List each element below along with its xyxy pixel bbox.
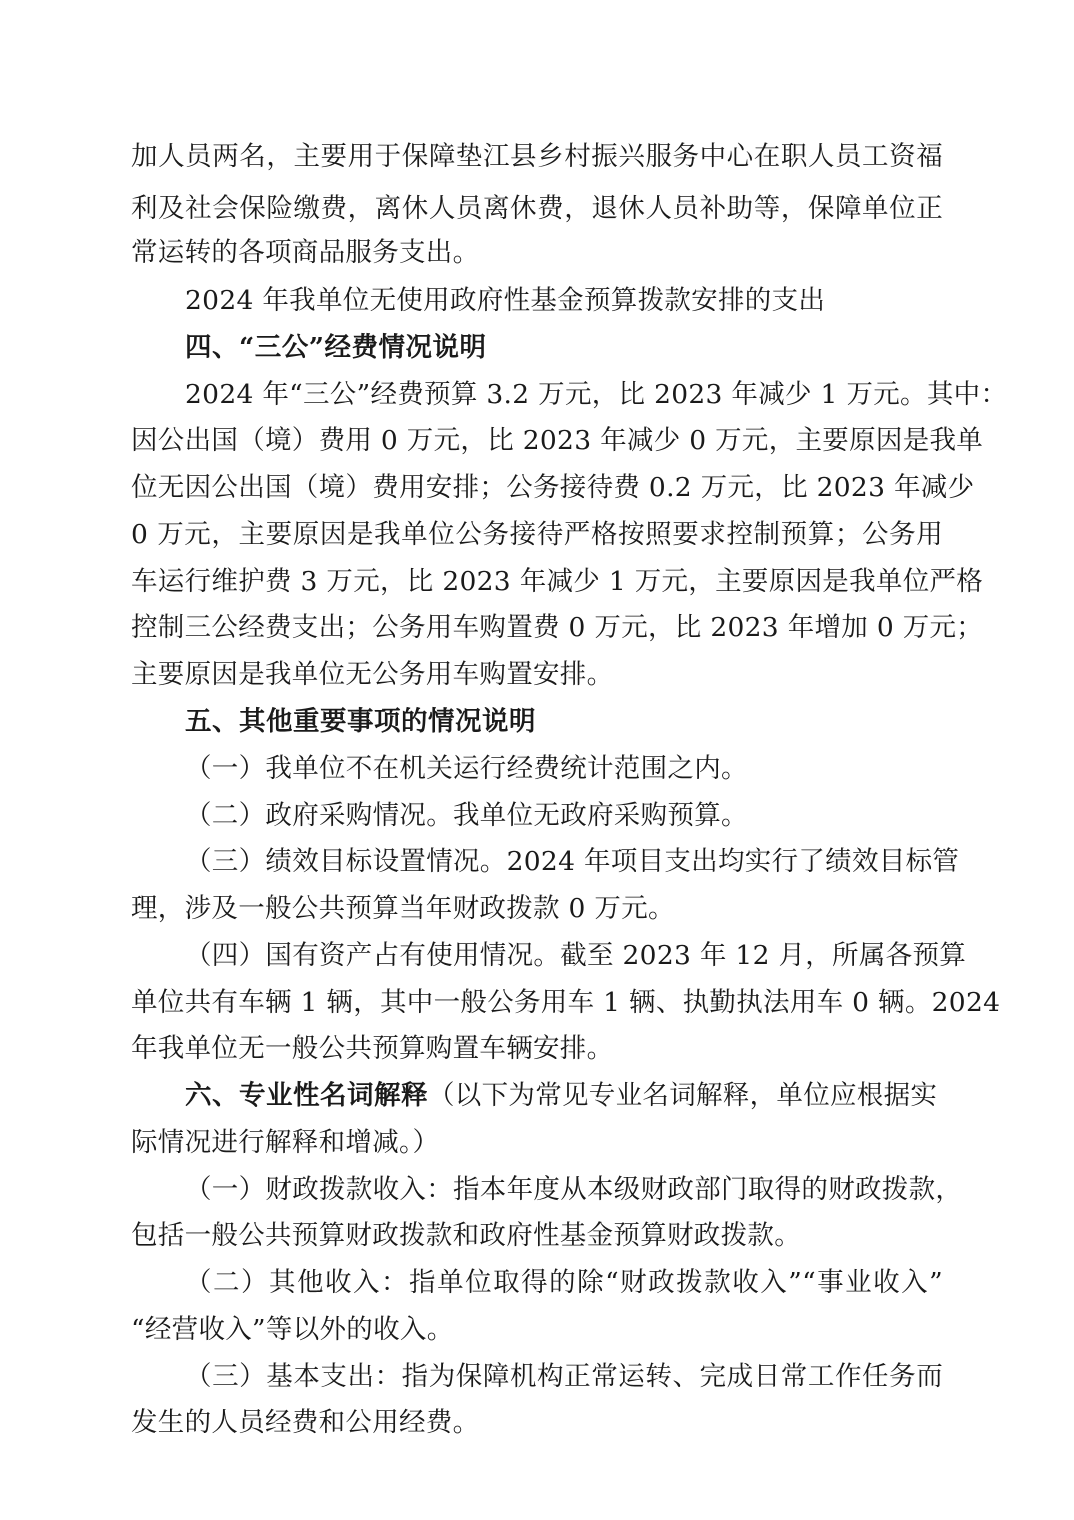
body-line: （二）政府采购情况。我单位无政府采购预算。 <box>185 800 748 831</box>
section-heading-5: 五、其他重要事项的情况说明 <box>185 706 536 737</box>
body-line: 车运行维护费 3 万元，比 2023 年减少 1 万元，主要原因是我单位严格 <box>131 566 984 597</box>
body-line: （三）绩效目标设置情况。2024 年项目支出均实行了绩效目标管 <box>185 846 960 877</box>
body-line: 因公出国（境）费用 0 万元，比 2023 年减少 0 万元，主要原因是我单 <box>131 425 984 456</box>
body-line: （四）国有资产占有使用情况。截至 2023 年 12 月，所属各预算 <box>185 940 967 971</box>
body-line: 年我单位无一般公共预算购置车辆安排。 <box>131 1033 614 1064</box>
body-line: 理，涉及一般公共预算当年财政拨款 0 万元。 <box>131 893 675 924</box>
body-line: “经营收入”等以外的收入。 <box>131 1314 454 1345</box>
body-line: （三）基本支出：指为保障机构正常运转、完成日常工作任务而 <box>185 1361 943 1392</box>
body-line: 利及社会保险缴费，离休人员离休费，退休人员补助等，保障单位正 <box>131 193 943 224</box>
body-line: （一）财政拨款收入：指本年度从本级财政部门取得的财政拨款， <box>185 1174 963 1205</box>
section-heading-6: 六、专业性名词解释 <box>185 1080 428 1111</box>
body-line: 加人员两名，主要用于保障垫江县乡村振兴服务中心在职人员工资福 <box>131 141 943 172</box>
section-heading-6-line <box>185 1070 943 1122</box>
section-heading-4: 四、“三公”经费情况说明 <box>185 332 487 363</box>
body-line: 2024 年我单位无使用政府性基金预算拨款安排的支出 <box>185 285 826 316</box>
body-line: 际情况进行解释和增减。） <box>131 1127 440 1158</box>
body-line: 单位共有车辆 1 辆，其中一般公务用车 1 辆、执勤执法用车 0 辆。2024 <box>131 987 1001 1018</box>
body-line: （二）其他收入：指单位取得的除“财政拨款收入”“事业收入” <box>185 1267 943 1298</box>
body-line: （一）我单位不在机关运行经费统计范围之内。 <box>185 753 748 784</box>
section-6-note: （以下为常见专业名词解释，单位应根据实 <box>428 1080 938 1111</box>
body-line: 位无因公出国（境）费用安排；公务接待费 0.2 万元，比 2023 年减少 <box>131 472 975 503</box>
body-line: 2024 年“三公”经费预算 3.2 万元，比 2023 年减少 1 万元。其中： <box>185 379 1008 410</box>
body-line: 常运转的各项商品服务支出。 <box>131 237 480 268</box>
body-line: 包括一般公共预算财政拨款和政府性基金预算财政拨款。 <box>131 1220 801 1251</box>
body-line: 0 万元，主要原因是我单位公务接待严格按照要求控制预算；公务用 <box>131 519 943 550</box>
body-line: 发生的人员经费和公用经费。 <box>131 1407 480 1438</box>
body-line: 主要原因是我单位无公务用车购置安排。 <box>131 659 614 690</box>
body-line: 控制三公经费支出；公务用车购置费 0 万元，比 2023 年增加 0 万元； <box>131 612 984 643</box>
